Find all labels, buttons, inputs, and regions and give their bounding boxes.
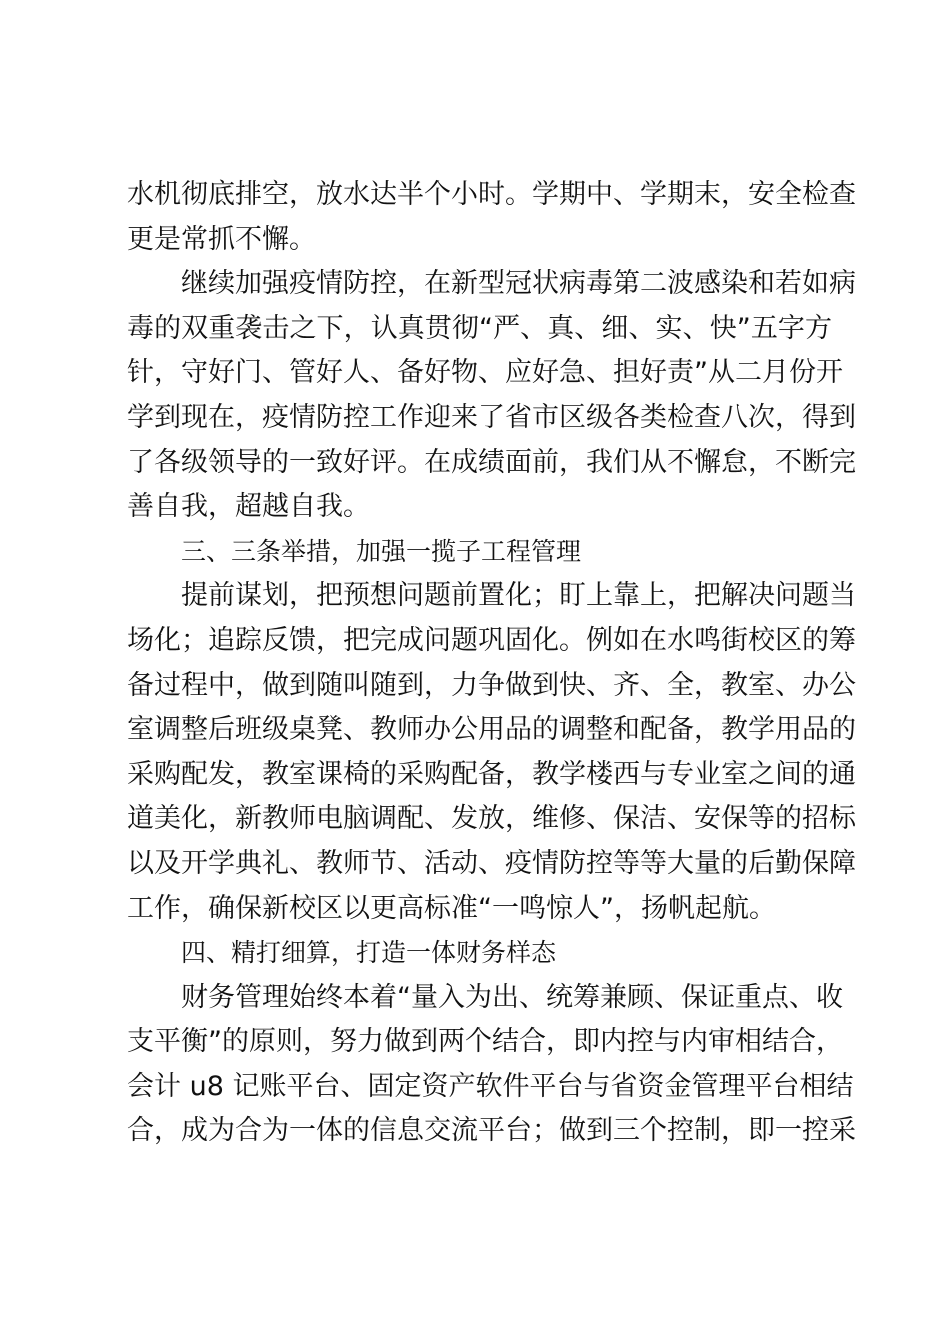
text-line: 场化；追踪反馈，把完成问题巩固化。例如在水鸣街校区的筹	[127, 624, 856, 656]
text-line: 支平衡”的原则，努力做到两个结合，即内控与内审相结合，	[127, 1026, 843, 1058]
text-line: 水机彻底排空，放水达半个小时。学期中、学期末，安全检查	[127, 179, 856, 210]
text-line: 采购配发，教室课椅的采购配备，教学楼西与专业室之间的通	[127, 758, 856, 790]
text-line: 善自我，超越自我。	[127, 491, 370, 523]
text-line: 学到现在，疫情防控工作迎来了省市区级各类检查八次，得到	[127, 401, 856, 433]
paragraph-first-line: 继续加强疫情防控，在新型冠状病毒第二波感染和若如病	[181, 268, 856, 300]
section-heading: 三、三条举措，加强一揽子工程管理	[181, 536, 582, 566]
text-line: 道美化，新教师电脑调配、发放，维修、保洁、安保等的招标	[127, 803, 856, 835]
text-line: 以及开学典礼、教师节、活动、疫情防控等等大量的后勤保障	[127, 847, 856, 879]
text-line: 毒的双重袭击之下，认真贯彻“严、真、细、实、快”五字方	[127, 312, 832, 344]
document-body	[127, 173, 856, 1154]
text-line: 更是常抓不懈。	[127, 223, 316, 255]
text-line: 了各级领导的一致好评。在成绩面前，我们从不懈怠，不断完	[127, 446, 856, 478]
text-line: 会计 u8 记账平台、固定资产软件平台与省资金管理平台相结	[127, 1070, 854, 1102]
text-line: 室调整后班级桌凳、教师办公用品的调整和配备，教学用品的	[127, 714, 856, 746]
text-line: 备过程中，做到随叫随到，力争做到快、齐、全，教室、办公	[127, 669, 856, 701]
paragraph-first-line: 提前谋划，把预想问题前置化；盯上靠上，把解决问题当	[181, 580, 856, 612]
paragraph-first-line: 财务管理始终本着“量入为出、统筹兼顾、保证重点、收	[181, 981, 843, 1013]
section-heading: 四、精打细算，打造一体财务样态	[181, 938, 557, 968]
text-line: 工作，确保新校区以更高标准“一鸣惊人”，扬帆起航。	[127, 892, 776, 924]
text-line: 合，成为合为一体的信息交流平台；做到三个控制，即一控采	[127, 1115, 856, 1147]
text-line: 针，守好门、管好人、备好物、应好急、担好责”从二月份开	[127, 357, 843, 389]
